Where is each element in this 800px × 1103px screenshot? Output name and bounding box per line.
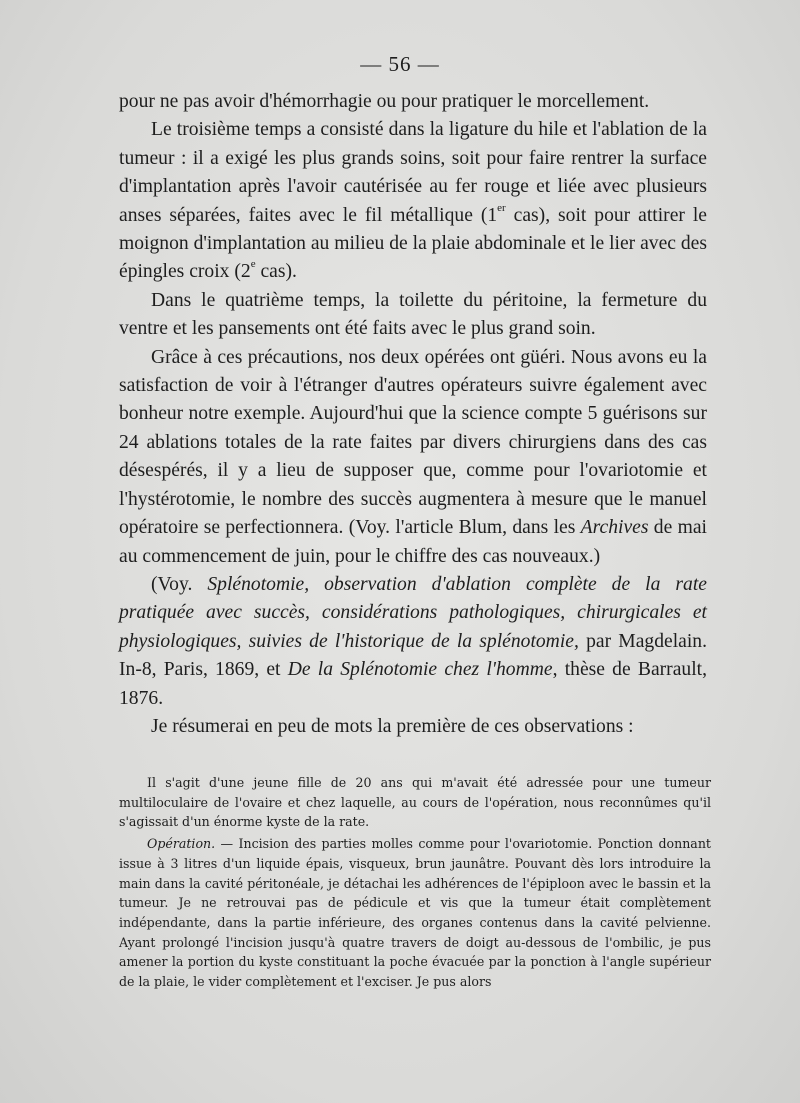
observation-intro: Il s'agit d'une jeune fille de 20 ans qui m'avait été adressée pour une tumeur multiloculaire de l'ovaire et chez laquelle, au cours de l'opération, nous reconnûmes qu'il s'agissait d'un énorme kyste de la rate.	[119, 775, 711, 830]
paragraph-4-part-b: de mai au commencement de juin, pour le chiffre des cas nouveaux.)	[119, 517, 707, 567]
paragraph-1: pour ne pas avoir d'hémorrhagie ou pour pratiquer le morcellement.	[119, 91, 650, 112]
paragraph-4-part-a: Grâce à ces précautions, nos deux opérées ont güéri. Nous avons eu la satisfaction de voir à l'étranger d'autres opérateurs suivre également avec bonheur notre exemple. Aujourd'hui que la science compte 5 guérisons sur 24 ablations totales de la rate faites par divers chirurgiens dans des cas désespérés, il y a lieu de supposer que, comme pour l'ovariotomie et l'hystérotomie, le nombre des succès augmentera à mesure que le manuel opératoire se perfectionnera. (Voy. l'article Blum, dans les	[119, 346, 707, 539]
paragraph-2-part-a: Le troisième temps a consisté dans la ligature du hile et l'ablation de la tumeur : il a exigé les plus grands soins, soit pour faire rentrer la surface d'implantation après l'avoir cautérisée au fer rouge et liée avec plusieurs anses séparées, faites avec le fil métallique (1	[119, 119, 707, 226]
paragraph-5-part-b: par Magdelain. In-8, Paris, 1869, et	[119, 630, 707, 681]
archives-title: Archives	[580, 517, 649, 539]
observation-text	[119, 773, 711, 992]
superscript-e: e	[250, 258, 256, 271]
operation-label: Opération.	[147, 836, 216, 852]
paragraph-4	[119, 344, 707, 571]
splenotomie-title: Splénotomie, observation d'ablation complète de la rate pratiquée avec succès, considérations pathologiques, chirurgicales et physiologiques, suivies de l'historique de la splénotomie,	[119, 573, 707, 652]
paragraph-6: Je résumerai en peu de mots la première de ces observations :	[151, 715, 634, 737]
paragraph-2-part-c: cas).	[255, 261, 297, 283]
superscript-er: er	[497, 201, 506, 214]
operation-text: — Incision des parties molles comme pour l'ovariotomie. Ponction donnant issue à 3 litres d'un liquide épais, visqueux, brun jaunâtre. Pouvant dès lors introduire la main dans la cavité péritonéale, je détachai les adhérences de l'épiploon avec le bassin et la tumeur. Je ne retrouvai pas de pédicule et vis que la tumeur était complètement indépendante, dans la partie inférieure, des organes contenus dans la cavité pelvienne. Ayant prolongé l'incision jusqu'à quatre travers de doigt au-dessous de l'ombilic, je pus amener la portion du kyste constituant la poche évacuée par la ponction à l'angle supérieur de la plaie, le vider complètement et l'exciser. Je pus alors	[119, 836, 711, 990]
paragraph-5	[119, 571, 707, 713]
main-text	[119, 88, 707, 741]
paragraph-2	[119, 116, 707, 286]
paragraph-2-part-b: cas), soit pour attirer le moignon d'implantation au milieu de la plaie abdominale et le lier avec des épingles croix (2	[119, 204, 707, 283]
paragraph-5-part-c: , thèse de Barrault, 1876.	[119, 659, 707, 709]
these-title: De la Splénotomie chez l'homme	[287, 659, 553, 681]
observation-operation	[119, 834, 711, 992]
paragraph-5-part-a: (Voy.	[151, 573, 208, 595]
page-number: — 56 —	[360, 52, 440, 76]
paragraph-3: Dans le quatrième temps, la toilette du péritoine, la fermeture du ventre et les pansements ont été faits avec le plus grand soin.	[119, 289, 707, 340]
